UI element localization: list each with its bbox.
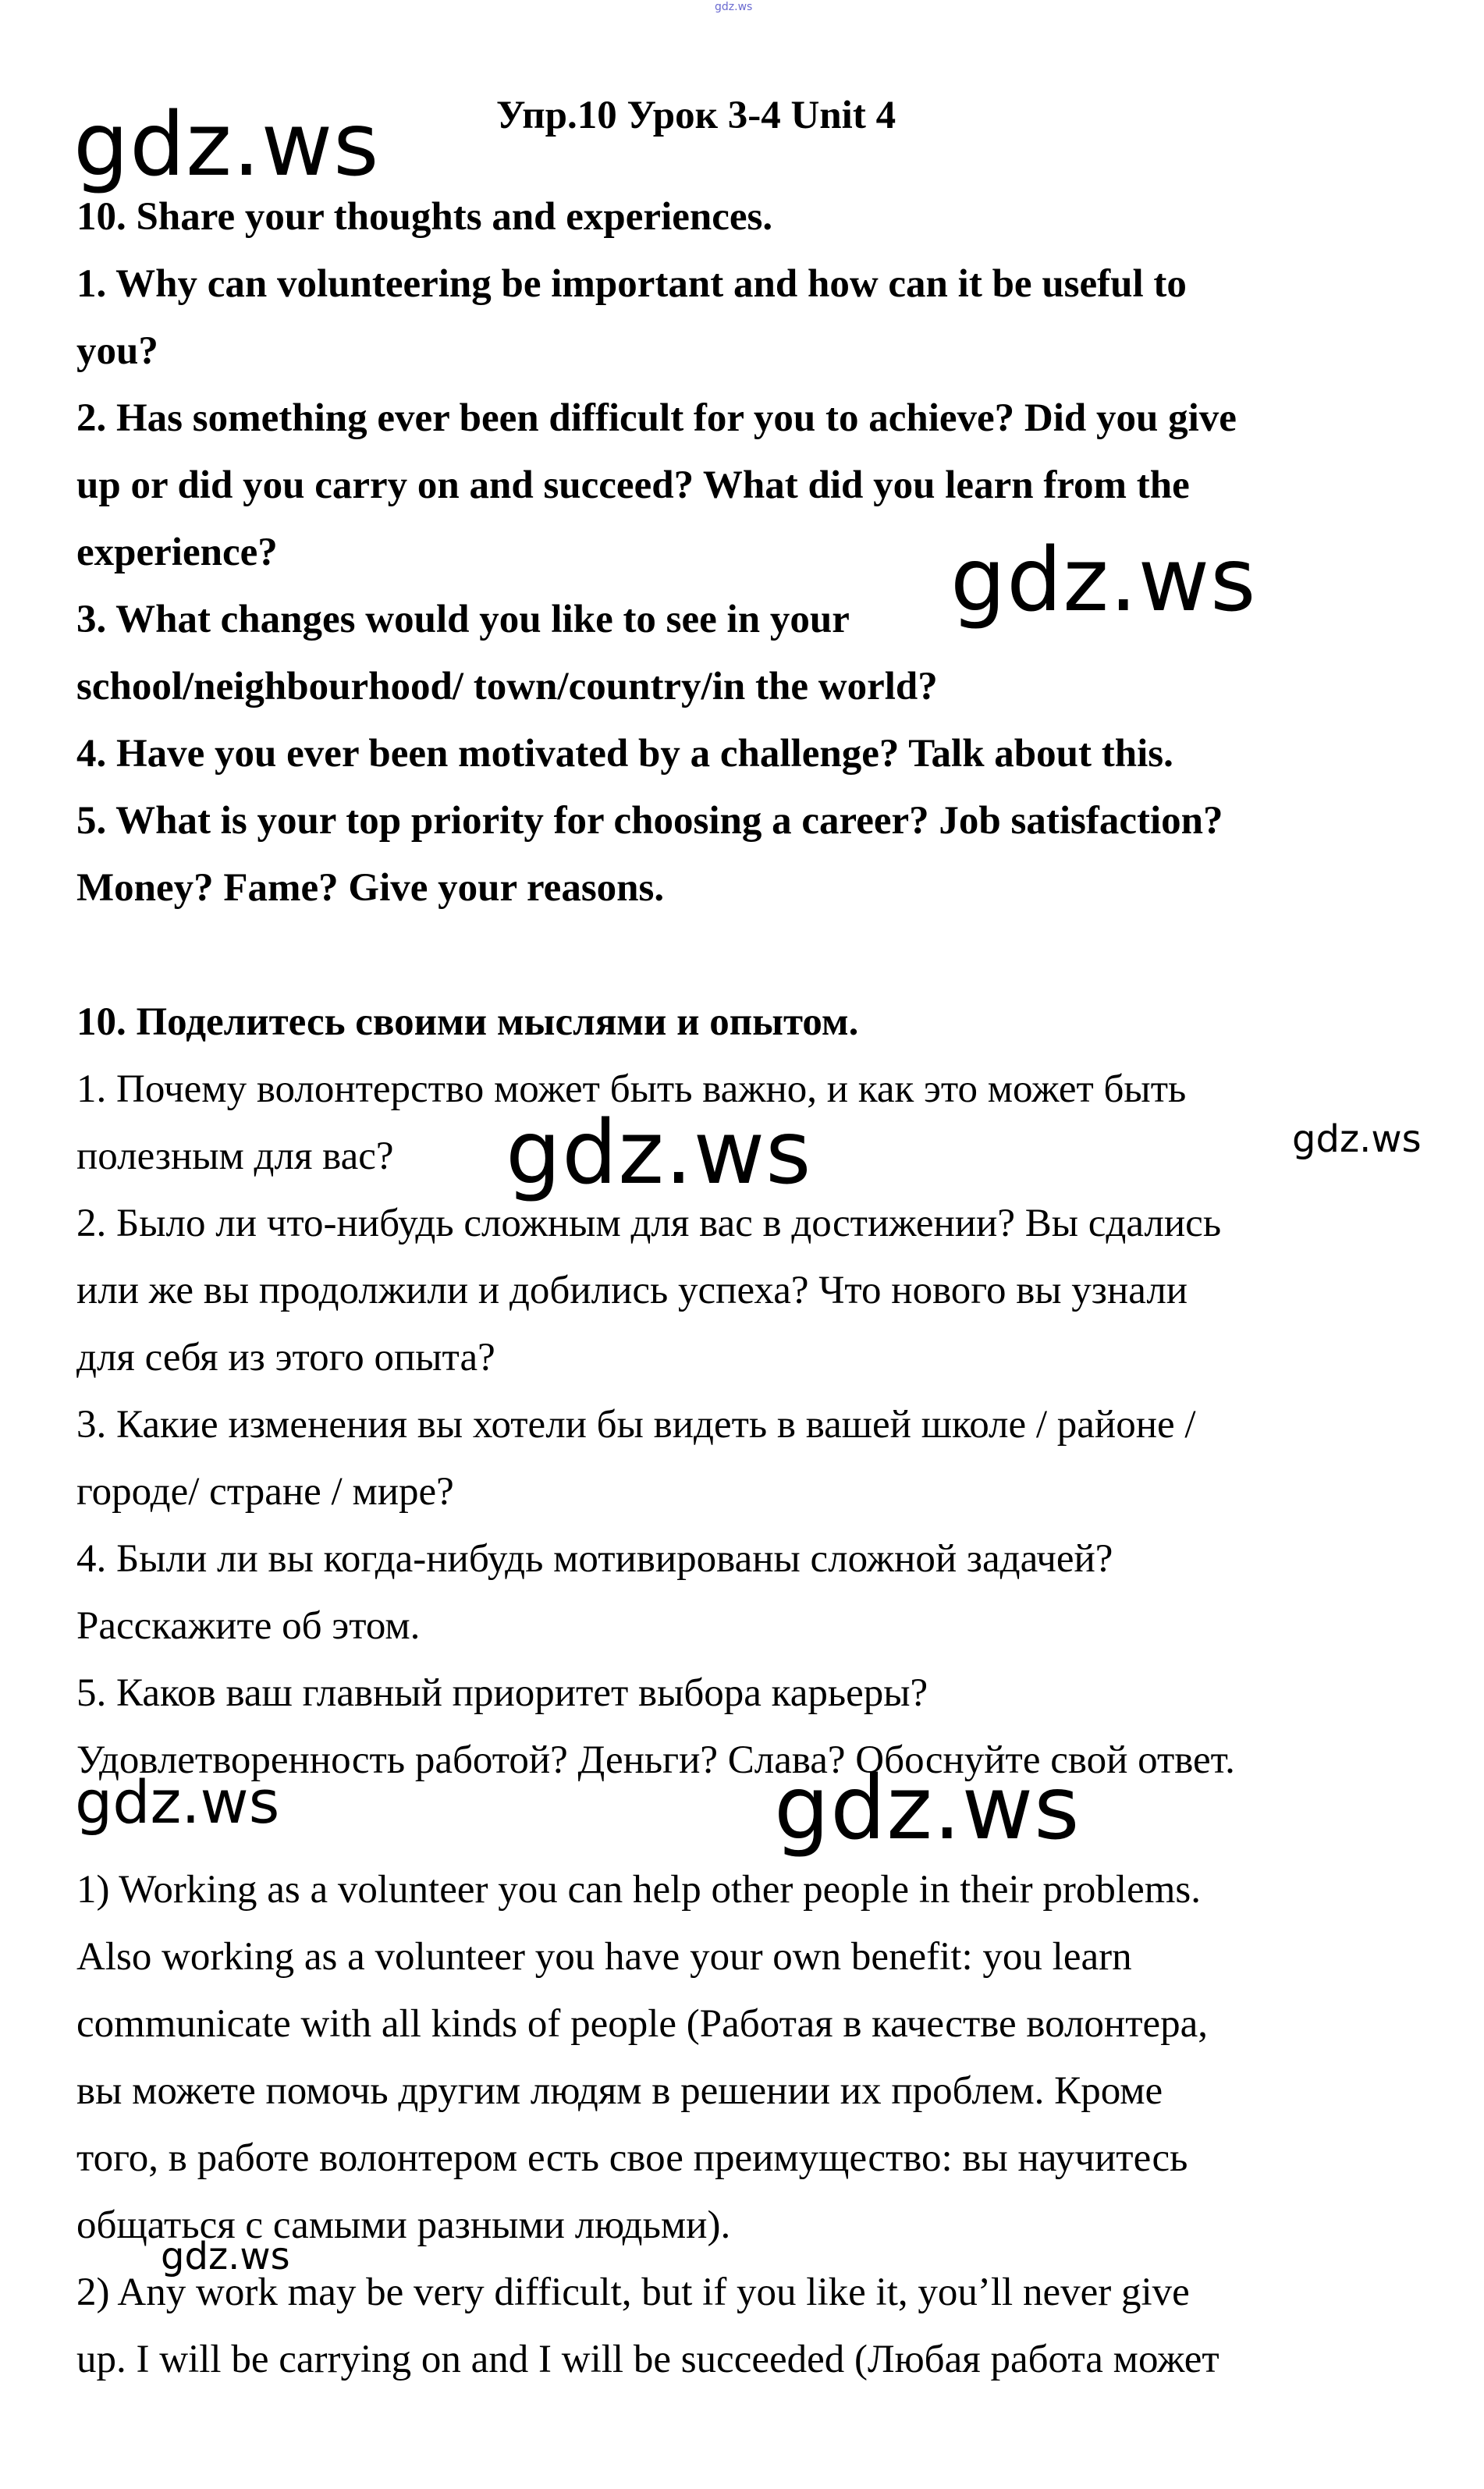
watermark-mid-right: gdz.ws	[950, 530, 1257, 631]
russian-task-line: городе/ стране / мире?	[76, 1470, 454, 1514]
english-task-line: school/neighbourhood/ town/country/in the world?	[76, 665, 938, 708]
watermark-top: gdz.ws	[715, 1, 753, 13]
answer-line: общаться с самыми разными людьми).	[76, 2203, 731, 2247]
russian-task-line: Расскажите об этом.	[76, 1604, 421, 1648]
russian-task-line: 3. Какие изменения вы хотели бы видеть в вашей школе / районе /	[76, 1403, 1196, 1447]
watermark-small-right: gdz.ws	[1292, 1117, 1422, 1161]
answer-line: up. I will be carrying on and I will be succeeded (Любая работа может	[76, 2338, 1220, 2381]
russian-task-heading: 10. Поделитесь своими мыслями и опытом.	[76, 1000, 859, 1044]
russian-task-line: 4. Были ли вы когда-нибудь мотивированы сложной задачей?	[76, 1537, 1113, 1581]
russian-task-line: 2. Было ли что-нибудь сложным для вас в достижении? Вы сдались	[76, 1202, 1222, 1245]
watermark-top-left: gdz.ws	[73, 94, 380, 196]
watermark-lower-center: gdz.ws	[774, 1758, 1081, 1859]
russian-task-line: или же вы продолжили и добились успеха? Что нового вы узнали	[76, 1269, 1188, 1312]
watermark-bottom-left: gdz.ws	[161, 2235, 290, 2278]
english-task-line: 4. Have you ever been motivated by a challenge? Talk about this.	[76, 732, 1173, 776]
russian-task-line: полезным для вас?	[76, 1134, 394, 1178]
english-task-line: 3. What changes would you like to see in your	[76, 598, 850, 641]
russian-task-line: Удовлетворенность работой? Деньги? Слава? Обоснуйте свой ответ.	[76, 1738, 1235, 1782]
answer-line: 2) Any work may be very difficult, but if you like it, you’ll never give	[76, 2271, 1190, 2314]
english-task-line: 1. Why can volunteering be important and how can it be useful to	[76, 262, 1187, 306]
watermark-lower-left: gdz.ws	[75, 1767, 280, 1837]
russian-task-line: для себя из этого опыта?	[76, 1336, 495, 1379]
answer-line: вы можете помочь другим людям в решении их проблем. Кроме	[76, 2069, 1163, 2113]
english-task-line: experience?	[76, 531, 278, 574]
answer-line: communicate with all kinds of people (Работая в качестве волонтера,	[76, 2002, 1209, 2046]
page-title: Упр.10 Урок 3-4 Unit 4	[496, 94, 896, 137]
english-task-line: 2. Has something ever been difficult for you to achieve? Did you give	[76, 396, 1237, 440]
watermark-mid-center: gdz.ws	[506, 1102, 812, 1204]
english-task-line: you?	[76, 329, 158, 373]
answer-line: того, в работе волонтером есть свое преимущество: вы научитесь	[76, 2136, 1188, 2180]
answer-line: 1) Working as a volunteer you can help other people in their problems.	[76, 1868, 1201, 1912]
english-task-line: Money? Fame? Give your reasons.	[76, 866, 665, 910]
russian-task-line: 5. Каков ваш главный приоритет выбора карьеры?	[76, 1671, 928, 1715]
english-task-line: 5. What is your top priority for choosing a career? Job satisfaction?	[76, 799, 1223, 843]
russian-task-line: 1. Почему волонтерство может быть важно, и как это может быть	[76, 1067, 1187, 1111]
answer-line: Also working as a volunteer you have your own benefit: you learn	[76, 1935, 1132, 1979]
english-task-heading: 10. Share your thoughts and experiences.	[76, 195, 773, 239]
english-task-line: up or did you carry on and succeed? What did you learn from the	[76, 463, 1190, 507]
